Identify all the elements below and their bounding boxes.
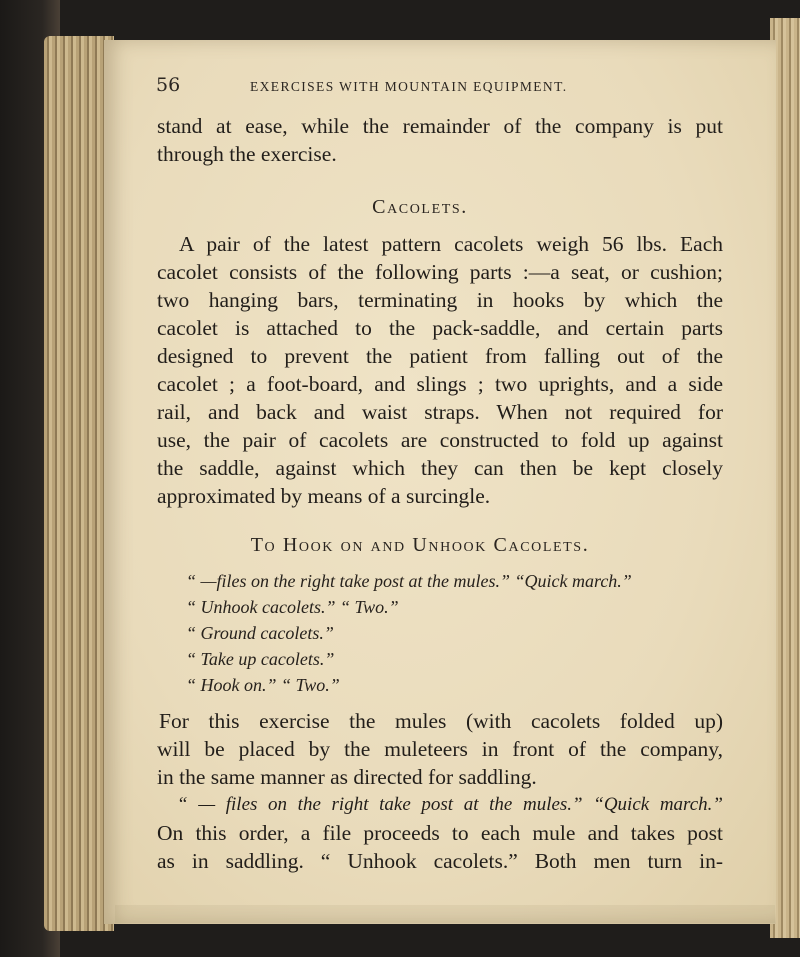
text-line: stand at ease, while the remainder of the company is put [157,114,723,138]
text-line: cacolet ; a foot-board, and slings ; two uprights, and a side [157,372,723,396]
text-line: in the same manner as directed for saddling. [157,765,537,789]
section-heading-hook-unhook: To Hook on and Unhook Cacolets. [250,534,590,556]
command-line: “ Take up cacolets.” [186,649,335,669]
text-line: will be placed by the muleteers in front of the company, [157,737,723,761]
exercise-paragraph [157,707,723,875]
running-head: EXERCISES WITH MOUNTAIN EQUIPMENT. [250,79,568,94]
page-bottom-shading [115,905,775,923]
command-line: “ Ground cacolets.” [186,623,334,643]
text-line: the saddle, against which they can then be kept closely [157,456,723,480]
command-line: “ —files on the right take post at the mules.” “Quick march.” [186,571,632,591]
text-line: use, the pair of cacolets are constructed to fold up against [157,428,723,452]
text-line: For this exercise the mules (with cacolets folded up) [159,709,723,733]
text-line: designed to prevent the patient from falling out of the [157,344,723,368]
text-line: A pair of the latest pattern cacolets weigh 56 lbs. Each [179,232,723,256]
word-of-command-list [186,568,632,698]
text-line: cacolet is attached to the pack-saddle, and certain parts [157,316,723,340]
command-line: “ Unhook cacolets.” “ Two.” [186,597,399,617]
text-line: as in saddling. “ Unhook cacolets.” Both men turn in- [157,849,723,873]
text-line: through the exercise. [157,142,337,166]
text-line: approximated by means of a surcingle. [157,484,491,508]
command-line: “ — files on the right take post at the mules.” “Quick march.” [177,794,723,815]
cacolets-paragraph [157,230,723,510]
page-header [156,74,716,102]
text-line: two hanging bars, terminating in hooks by which the [157,288,723,312]
intro-paragraph [157,112,723,168]
text-line: cacolet consists of the following parts :—a seat, or cushion; [157,260,723,284]
section-heading-cacolets: Cacolets. [372,196,468,218]
command-line: “ Hook on.” “ Two.” [186,675,340,695]
text-line: rail, and back and waist straps. When not required for [157,400,723,424]
page-number: 56 [156,74,181,96]
text-line: On this order, a file proceeds to each mule and takes post [157,821,723,845]
